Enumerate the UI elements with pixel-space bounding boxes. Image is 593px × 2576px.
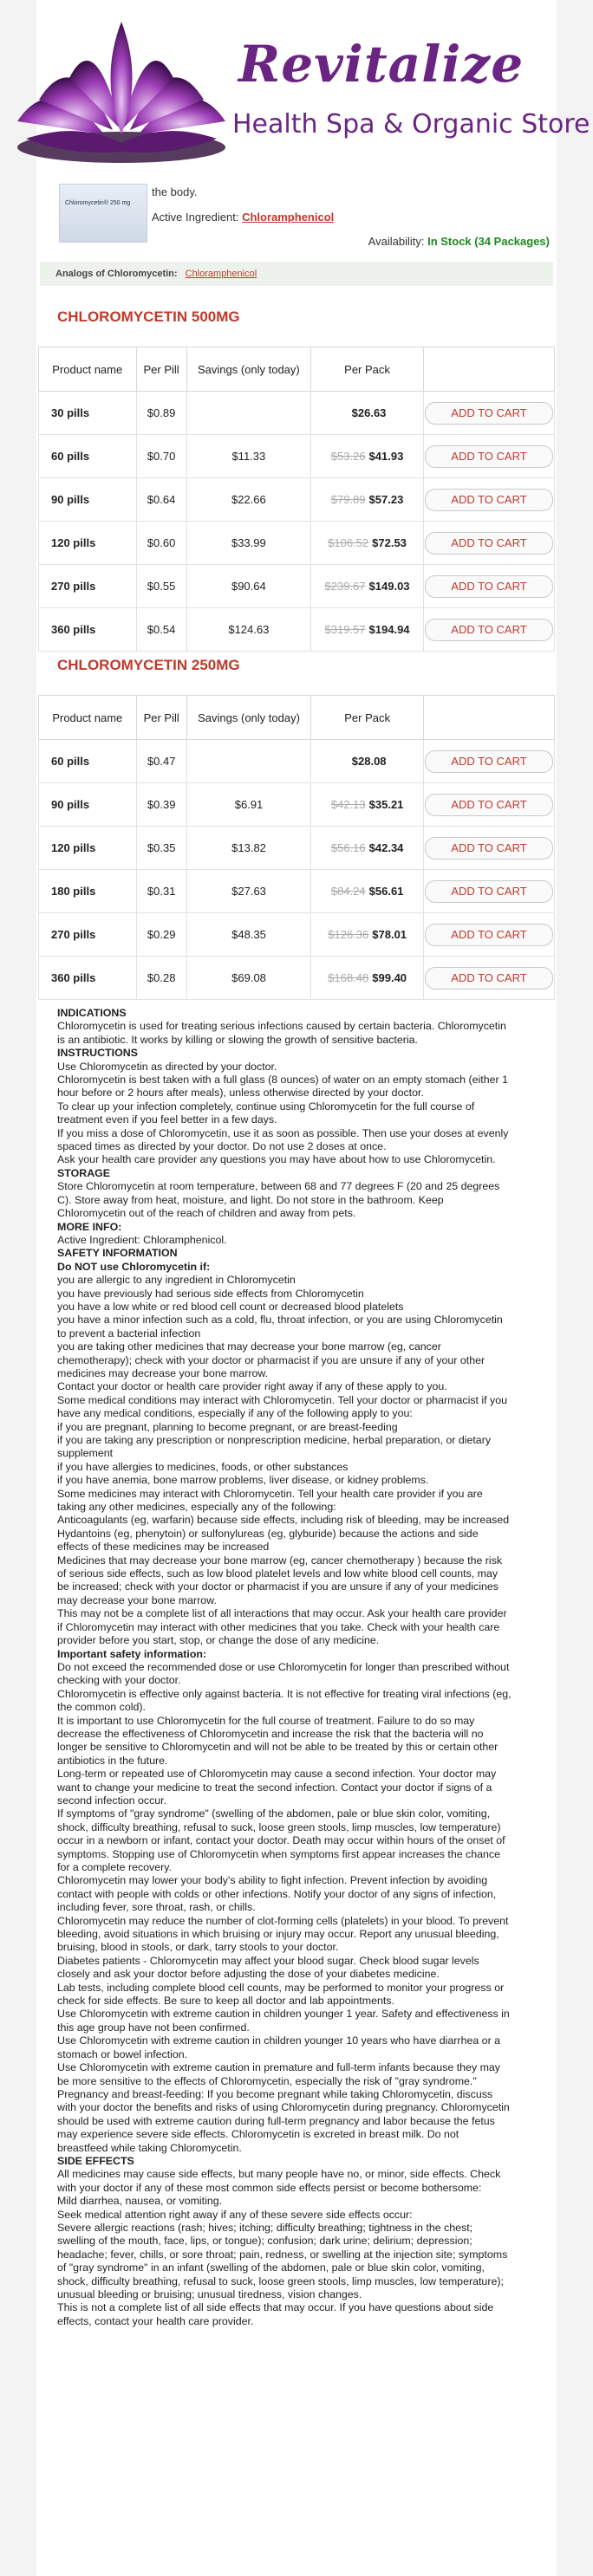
info-paragraph: Chloromycetin is best taken with a full glass (8 ounces) of water on an empty stomach (either 1 hour before or 2 hours after meals), unless otherwise directed by your doctor.: [57, 1074, 508, 1100]
per-pack-price: [311, 565, 424, 608]
per-pack-price: [311, 478, 424, 522]
table1-title: CHLOROMYCETIN 500MG: [57, 308, 240, 325]
table-header-row: [39, 696, 555, 740]
table-row: [39, 522, 555, 565]
package-size: 180 pills: [39, 870, 137, 913]
table-row: [39, 870, 555, 913]
old-price: $53.26: [330, 450, 366, 463]
product-image: [59, 184, 147, 243]
active-ingredient: [152, 211, 334, 224]
table-row: [39, 913, 555, 957]
per-pack-price: [311, 870, 424, 913]
savings: $13.82: [186, 827, 311, 870]
table-row: [39, 740, 555, 783]
package-size: 60 pills: [39, 740, 137, 783]
availability: [368, 235, 550, 248]
add-to-cart-button[interactable]: ADD TO CART: [425, 575, 553, 598]
info-paragraph: It is important to use Chloromycetin for the full course of treatment. Failure to do so may decrease the effectiveness of Chloromycetin and increase the risk that the bacteria will no longer be sensitive to Chloromycetin and will not be able to be treated by this or certain other antibiotics in the future.: [57, 1714, 499, 1767]
info-paragraph: Use Chloromycetin as directed by your doctor.: [57, 1060, 277, 1073]
cart-cell: [424, 608, 555, 652]
info-paragraph: To clear up your infection completely, continue using Chloromycetin for the full course of treatment even if you feel better in a few days.: [57, 1100, 475, 1126]
savings: $33.99: [186, 522, 310, 565]
new-price: $72.53: [372, 536, 407, 549]
col-product-name: Product name: [39, 347, 137, 392]
info-paragraph: Active Ingredient: Chloramphenicol.: [57, 1233, 227, 1246]
info-paragraph: Anticoagulants (eg, warfarin) because side effects, including risk of bleeding, may be increased: [57, 1514, 510, 1527]
cart-cell: [424, 827, 555, 870]
col-per-pack: Per Pack: [311, 696, 424, 740]
table-row: [39, 827, 555, 870]
per-pill-price: $0.29: [136, 913, 186, 957]
savings: $48.35: [186, 913, 311, 957]
new-price: $26.63: [351, 406, 387, 419]
cart-cell: [424, 565, 555, 608]
old-price: $84.24: [330, 885, 366, 898]
new-price: $56.61: [368, 885, 404, 898]
savings: $11.33: [186, 435, 310, 478]
col-per-pill: Per Pill: [136, 696, 186, 740]
old-price: $56.16: [330, 841, 366, 854]
new-price: $57.23: [368, 493, 404, 506]
info-paragraph: Ask your health care provider any questions you may have about how to use Chloromycetin.: [57, 1153, 496, 1166]
info-heading: INDICATIONS: [57, 1007, 127, 1019]
info-paragraph: Some medical conditions may interact with Chloromycetin. Tell your doctor or pharmacist if you have any medical conditions, especially if any of the following apply to you:: [57, 1393, 508, 1420]
new-price: $194.94: [368, 623, 410, 636]
col-action: [424, 347, 555, 392]
price-table-250mg: [38, 695, 555, 1000]
savings: $22.66: [186, 478, 310, 522]
info-paragraph: Contact your doctor or health care provider right away if any of these apply to you.: [57, 1380, 447, 1393]
new-price: $99.40: [372, 971, 407, 984]
per-pill-price: $0.35: [136, 827, 186, 870]
per-pack-price: [311, 522, 424, 565]
savings: $124.63: [186, 608, 310, 652]
cart-cell: [424, 392, 555, 435]
new-price: $41.93: [368, 450, 404, 463]
old-price: $79.89: [330, 493, 366, 506]
info-paragraph: Chloromycetin is used for treating serious infections caused by certain bacteria. Chloromycetin is an antibiotic. It works by killing or slowing the growth of sensitive bacteria.: [57, 1020, 506, 1046]
old-price: $106.52: [328, 536, 369, 549]
table2-title: CHLOROMYCETIN 250MG: [57, 657, 240, 673]
per-pill-price: $0.47: [136, 740, 186, 783]
old-price: $168.48: [328, 971, 369, 984]
right-margin: [557, 0, 593, 2576]
info-paragraph: This is not a complete list of all side effects that may occur. If you have questions about side effects, contact your health care provider.: [57, 2301, 494, 2327]
package-size: 360 pills: [39, 957, 137, 1000]
info-paragraph: if you have anemia, bone marrow problems, liver disease, or kidney problems.: [57, 1474, 429, 1487]
info-heading: MORE INFO:: [57, 1220, 122, 1233]
add-to-cart-button[interactable]: ADD TO CART: [425, 532, 553, 555]
new-price: $28.08: [351, 755, 387, 768]
table-row: [39, 565, 555, 608]
add-to-cart-button[interactable]: ADD TO CART: [425, 619, 553, 641]
table-row: [39, 608, 555, 652]
savings: $6.91: [186, 783, 311, 827]
analog-link[interactable]: Chloramphenicol: [185, 269, 257, 279]
per-pill-price: $0.28: [136, 957, 186, 1000]
savings: [186, 740, 311, 783]
per-pack-price: [311, 740, 424, 783]
old-price: $319.57: [324, 623, 366, 636]
savings: $27.63: [186, 870, 311, 913]
col-savings: Savings (only today): [186, 347, 310, 392]
per-pill-price: $0.89: [136, 392, 186, 435]
per-pack-price: [311, 827, 424, 870]
analogs-bar: [40, 262, 553, 286]
package-size: 270 pills: [39, 913, 137, 957]
brand-tagline: Health Spa & Organic Store: [232, 109, 590, 140]
col-savings: Savings (only today): [186, 696, 311, 740]
info-paragraph: Hydantoins (eg, phenytoin) or sulfonylureas (eg, glyburide) because the actions and side effects of these medicines may be increased: [57, 1527, 479, 1554]
cart-cell: [424, 522, 555, 565]
per-pill-price: $0.39: [136, 783, 186, 827]
col-per-pill: Per Pill: [136, 347, 186, 392]
cart-cell: [424, 478, 555, 522]
info-paragraph: Long-term or repeated use of Chloromycetin may cause a second infection. Your doctor may want to change your medicine to treat the second infection. Contact your doctor if signs of a second infection occur.: [57, 1768, 497, 1807]
info-heading: Do NOT use Chloromycetin if:: [57, 1260, 211, 1273]
add-to-cart-button[interactable]: ADD TO CART: [425, 880, 553, 903]
info-paragraph: you are taking other medicines that may decrease your bone marrow (eg, cancer chemotherapy); check with your doctor or pharmacist if you are unsure if any of your other medicines may decrease your bone marrow.: [57, 1340, 485, 1379]
lotus-logo-icon: [0, 17, 243, 165]
info-paragraph: you have a minor infection such as a cold, flu, throat infection, or you are using Chloromycetin to prevent a bacterial infection: [57, 1314, 503, 1340]
info-paragraph: Some medicines may interact with Chloromycetin. Tell your health care provider if you are taking any other medicines, especially any of the following:: [57, 1487, 483, 1514]
table-row: [39, 435, 555, 478]
per-pack-price: [311, 608, 424, 652]
new-price: $35.21: [368, 798, 404, 811]
stock-status: In Stock (34 Packages): [427, 235, 550, 248]
col-action: [424, 696, 555, 740]
product-description-tail: the body.: [152, 185, 198, 198]
old-price: $239.67: [324, 580, 366, 593]
new-price: $149.03: [368, 580, 410, 593]
package-size: 270 pills: [39, 565, 137, 608]
col-product-name: Product name: [39, 696, 137, 740]
info-heading: SIDE EFFECTS: [57, 2154, 134, 2167]
product-information: [57, 1007, 512, 2328]
info-paragraph: Chloromycetin is effective only against bacteria. It is not effective for treating viral infections (eg, the common cold).: [57, 1687, 512, 1714]
per-pack-price: [311, 957, 424, 1000]
info-paragraph: if you are taking any prescription or nonprescription medicine, herbal preparation, or dietary supplement: [57, 1434, 492, 1460]
per-pill-price: $0.70: [136, 435, 186, 478]
package-size: 60 pills: [39, 435, 137, 478]
info-paragraph: All medicines may cause side effects, but many people have no, or minor, side effects. Check with your doctor if any of these most common side effects persist or become bothersome:: [57, 2168, 501, 2194]
cart-cell: [424, 783, 555, 827]
product-image-label: Chloromycetin® 250 mg: [65, 200, 131, 206]
per-pill-price: $0.60: [136, 522, 186, 565]
package-size: 360 pills: [39, 608, 137, 652]
per-pill-price: $0.54: [136, 608, 186, 652]
info-paragraph: Seek medical attention right away if any of these severe side effects occur:: [57, 2208, 413, 2221]
info-paragraph: Diabetes patients - Chloromycetin may affect your blood sugar. Check blood sugar levels closely and ask your doctor before adjusting the dose of your diabetes medicine.: [57, 1954, 479, 1981]
per-pill-price: $0.64: [136, 478, 186, 522]
savings: [186, 392, 310, 435]
price-table-500mg: [38, 347, 555, 652]
info-paragraph: you are allergic to any ingredient in Chloromycetin: [57, 1274, 296, 1287]
cart-cell: [424, 740, 555, 783]
per-pill-price: $0.31: [136, 870, 186, 913]
savings: $69.08: [186, 957, 311, 1000]
cart-cell: [424, 957, 555, 1000]
info-heading: SAFETY INFORMATION: [57, 1247, 178, 1260]
package-size: 90 pills: [39, 478, 137, 522]
add-to-cart-button[interactable]: ADD TO CART: [425, 837, 553, 860]
package-size: 90 pills: [39, 783, 137, 827]
per-pack-price: [311, 435, 424, 478]
info-paragraph: Severe allergic reactions (rash; hives; itching; difficulty breathing; tightness in the chest; swelling of the mouth, face, lips, or tongue); confusion; dark urine; delirium; depression; headache; fever, chills, or sore throat; pain, redness, or swelling at the injection site; symptoms of "gray syndrome" in an infant (swelling of the abdomen, pale or blue skin color, vomiting, shock, difficulty breathing, refusal to suck, loose green stools, limp muscles, low temperature); unusual bleeding or bruising; unusual tiredness, vision changes.: [57, 2221, 508, 2300]
per-pack-price: [311, 392, 424, 435]
old-price: $126.36: [328, 928, 369, 941]
site-header: [0, 0, 593, 165]
info-paragraph: Chloromycetin may reduce the number of clot-forming cells (platelets) in your blood. To prevent bleeding, avoid situations in which bruising or injury may occur. Report any unusual bleeding, bruising, blood in stools, or dark, tarry stools to your doctor.: [57, 1914, 509, 1954]
info-paragraph: Use Chloromycetin with extreme caution in children younger 10 years who have diarrhea or a stomach or bowel infection.: [57, 2034, 501, 2060]
info-paragraph: Store Chloromycetin at room temperature, between 68 and 77 degrees F (20 and 25 degrees C). Store away from heat, moisture, and light. Do not store in the bathroom. Keep Chloromycetin out of the reach of children and away from pets.: [57, 1180, 500, 1220]
info-paragraph: Lab tests, including complete blood cell counts, may be performed to monitor your progress or check for side effects. Be sure to keep all doctor and lab appointments.: [57, 1981, 505, 2008]
info-paragraph: Medicines that may decrease your bone marrow (eg, cancer chemotherapy ) because the risk of serious side effects, such as low blood platelet levels and low white blood cell counts, may be increased; check with your doctor or pharmacist if you are unsure if any of your medicines may decrease your bone marrow.: [57, 1554, 503, 1606]
info-paragraph: you have previously had serious side effects from Chloromycetin: [57, 1287, 364, 1300]
active-ingredient-label: Active Ingredient:: [152, 211, 239, 224]
info-paragraph: if you have allergies to medicines, foods, or other substances: [57, 1460, 349, 1473]
per-pack-price: [311, 913, 424, 957]
table-row: [39, 783, 555, 827]
info-paragraph: Pregnancy and breast-feeding: If you become pregnant while taking Chloromycetin, discuss with your doctor the benefits and risks of using Chloromycetin during pregnancy. Chloromycetin should be used with extreme caution during full-term pregnancy and labor because the fetus may experience severe side effects. Chloromycetin is excreted in breast milk. Do not breastfeed while taking Chloromycetin.: [57, 2087, 510, 2154]
cart-cell: [424, 435, 555, 478]
per-pill-price: $0.55: [136, 565, 186, 608]
new-price: $42.34: [368, 841, 404, 854]
add-to-cart-button[interactable]: ADD TO CART: [425, 794, 553, 816]
info-paragraph: Mild diarrhea, nausea, or vomiting.: [57, 2195, 223, 2208]
cart-cell: [424, 870, 555, 913]
add-to-cart-button[interactable]: ADD TO CART: [425, 489, 553, 511]
add-to-cart-button[interactable]: ADD TO CART: [425, 924, 553, 946]
table-header-row: [39, 347, 555, 392]
info-paragraph: If symptoms of "gray syndrome" (swelling of the abdomen, pale or blue skin color, vomiting, shock, difficulty breathing, refusal to suck, loose green stools, limp muscles, low temperature) occur in a newborn or infant, contact your doctor. Death may occur within hours of the onset of symptoms. Stopping use of Chloromycetin when symptoms first appear increases the chance for a complete recovery.: [57, 1807, 505, 1873]
info-paragraph: Use Chloromycetin with extreme caution in premature and full-term infants because they may be more sensitive to the effects of Chloromycetin, especially the risk of "gray syndrome.": [57, 2061, 500, 2087]
info-heading: Important safety information:: [57, 1647, 207, 1660]
info-paragraph: Use Chloromycetin with extreme caution in children younger 1 year. Safety and effectiveness in this age group have not been confirmed.: [57, 2008, 510, 2034]
brand-title[interactable]: Revitalize: [238, 35, 525, 94]
info-paragraph: you have a low white or red blood cell count or decreased blood platelets: [57, 1300, 404, 1313]
table-row: [39, 957, 555, 1000]
info-heading: STORAGE: [57, 1166, 111, 1179]
info-paragraph: if you are pregnant, planning to become pregnant, or are breast-feeding: [57, 1420, 398, 1433]
add-to-cart-button[interactable]: ADD TO CART: [425, 967, 553, 990]
package-size: 120 pills: [39, 827, 137, 870]
per-pack-price: [311, 783, 424, 827]
cart-cell: [424, 913, 555, 957]
package-size: 120 pills: [39, 522, 137, 565]
add-to-cart-button[interactable]: ADD TO CART: [425, 750, 553, 773]
info-paragraph: Do not exceed the recommended dose or use Chloromycetin for longer than prescribed without checking with your doctor.: [57, 1660, 510, 1687]
active-ingredient-link[interactable]: Chloramphenicol: [242, 211, 335, 224]
info-paragraph: Chloromycetin may lower your body's ability to fight infection. Prevent infection by avoiding contact with people with colds or other infections. Notify your doctor of any signs of infection, including fever, sore throat, rash, or chills.: [57, 1874, 497, 1914]
package-size: 30 pills: [39, 392, 137, 435]
col-per-pack: Per Pack: [311, 347, 424, 392]
add-to-cart-button[interactable]: ADD TO CART: [425, 402, 553, 425]
old-price: $42.13: [330, 798, 366, 811]
analogs-label: Analogs of Chloromycetin:: [55, 269, 178, 279]
left-margin: [0, 0, 36, 2576]
info-heading: INSTRUCTIONS: [57, 1047, 138, 1060]
savings: $90.64: [186, 565, 310, 608]
table-row: [39, 392, 555, 435]
add-to-cart-button[interactable]: ADD TO CART: [425, 445, 553, 468]
info-paragraph: If you miss a dose of Chloromycetin, use it as soon as possible. Then use your doses at evenly spaced times as directed by your doctor. Do not use 2 doses at once.: [57, 1126, 509, 1153]
availability-label: Availability:: [368, 235, 425, 248]
info-paragraph: This may not be a complete list of all interactions that may occur. Ask your health care provider if Chloromycetin may interact with other medicines that you take. Check with your health care provider before you start, stop, or change the dose of any medicine.: [57, 1607, 507, 1647]
new-price: $78.01: [372, 928, 407, 941]
table-row: [39, 478, 555, 522]
